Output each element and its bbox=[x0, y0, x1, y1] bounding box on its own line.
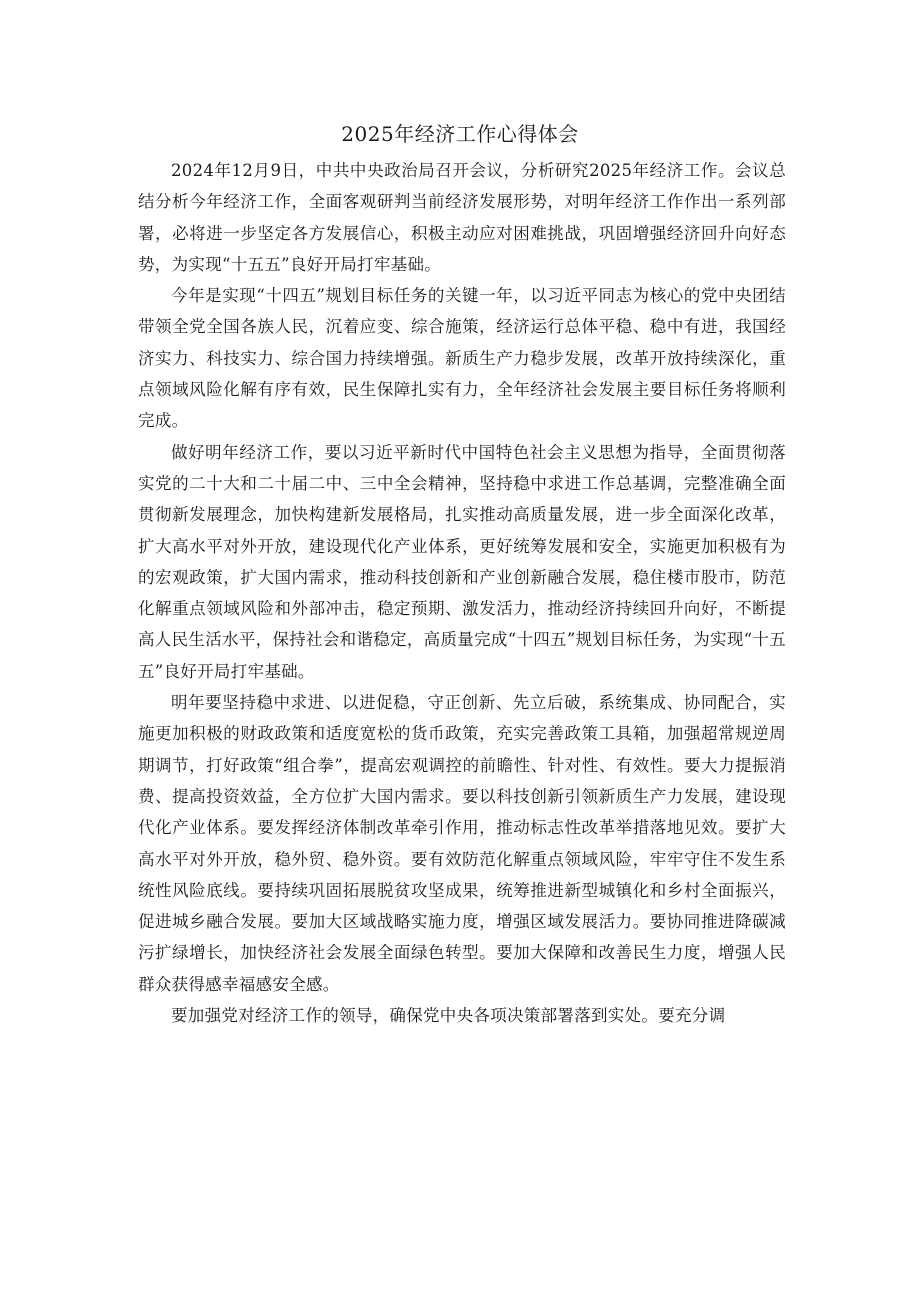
paragraph-1: 2024年12月9日，中共中央政治局召开会议，分析研究2025年经济工作。会议总结分析今年经济工作，全面客观研判当前经济发展形势，对明年经济工作作出一系列部署，必将进一步坚定各方发展信心，积极主动应对困难挑战，巩固增强经济回升向好态势，为实现“十五五”良好开局打牢基础。 bbox=[138, 161, 786, 274]
document-body bbox=[138, 155, 786, 1031]
paragraph-5: 要加强党对经济工作的领导，确保党中央各项决策部署落到实处。要充分调 bbox=[171, 1006, 726, 1026]
document-title: 2025年经济工作心得体会 bbox=[341, 122, 579, 146]
paragraph-3: 做好明年经济工作，要以习近平新时代中国特色社会主义思想为指导，全面贯彻落实党的二十大和二十届二中、三中全会精神，坚持稳中求进工作总基调，完整准确全面贯彻新发展理念，加快构建新发展格局，扎实推动高质量发展，进一步全面深化改革，扩大高水平对外开放，建设现代化产业体系，更好统筹发展和安全，实施更加积极有为的宏观政策，扩大国内需求，推动科技创新和产业创新融合发展，稳住楼市股市，防范化解重点领域风险和外部冲击，稳定预期、激发活力，推动经济持续回升向好，不断提高人民生活水平，保持社会和谐稳定，高质量完成“十四五”规划目标任务，为实现“十五五”良好开局打牢基础。 bbox=[138, 442, 786, 681]
paragraph-2: 今年是实现“十四五”规划目标任务的关键一年，以习近平同志为核心的党中央团结带领全党全国各族人民，沉着应变、综合施策，经济运行总体平稳、稳中有进，我国经济实力、科技实力、综合国力持续增强。新质生产力稳步发展，改革开放持续深化，重点领域风险化解有序有效，民生保障扎实有力，全年经济社会发展主要目标任务将顺利完成。 bbox=[138, 286, 786, 431]
paragraph-4: 明年要坚持稳中求进、以进促稳，守正创新、先立后破，系统集成、协同配合，实施更加积极的财政政策和适度宽松的货币政策，充实完善政策工具箱，加强超常规逆周期调节，打好政策“组合拳”，提高宏观调控的前瞻性、针对性、有效性。要大力提振消费、提高投资效益，全方位扩大国内需求。要以科技创新引领新质生产力发展，建设现代化产业体系。要发挥经济体制改革牵引作用，推动标志性改革举措落地见效。要扩大高水平对外开放，稳外贸、稳外资。要有效防范化解重点领域风险，牢牢守住不发生系统性风险底线。要持续巩固拓展脱贫攻坚成果，统筹推进新型城镇化和乡村全面振兴，促进城乡融合发展。要加大区域战略实施力度，增强区域发展活力。要协同推进降碳减污扩绿增长，加快经济社会发展全面绿色转型。要加大保障和改善民生力度，增强人民群众获得感幸福感安全感。 bbox=[138, 693, 786, 994]
